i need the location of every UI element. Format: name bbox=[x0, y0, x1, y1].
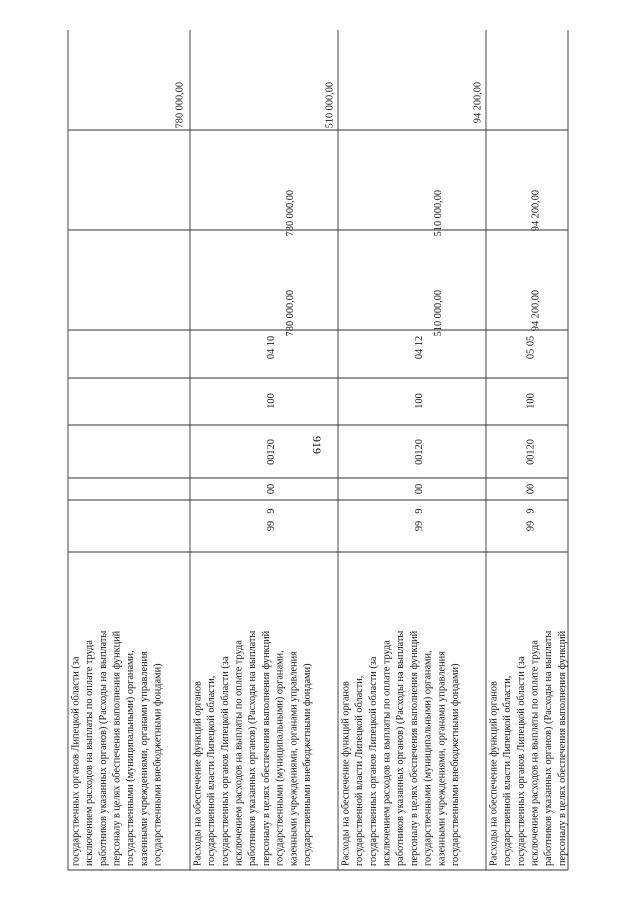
expense-name-line: исключением расходов на выплаты по оплате труда bbox=[84, 640, 96, 866]
budget-code-cell: 99 bbox=[525, 520, 537, 532]
amount-cell: 94 200,00 bbox=[472, 82, 484, 124]
budget-code-cell: 99 bbox=[265, 520, 277, 532]
amount-cell: 780 000,00 bbox=[284, 190, 296, 237]
expense-name-line: казенными учреждениями, органами управления bbox=[138, 651, 150, 866]
expense-name-line: государственными (муниципальными) органами, bbox=[274, 650, 286, 866]
expense-name-line: Расходы на обеспечение функций органов bbox=[340, 681, 352, 866]
expense-name-line: государственных органов Липецкой области (за bbox=[515, 656, 527, 866]
expense-name-line: персоналу в целях обеспечения выполнения функций bbox=[408, 630, 420, 866]
expense-name-line: государственными (муниципальными) органами, bbox=[125, 650, 137, 866]
budget-code-cell: 100 bbox=[265, 393, 277, 409]
expense-name-line: персоналу в целях обеспечения выполнения функций bbox=[556, 630, 568, 866]
expense-name-line: работников указанных органов) (Расходы на выплаты bbox=[543, 630, 555, 866]
amount-cell: 510 000,00 bbox=[324, 82, 336, 129]
expense-name-line: казенными учреждениями, органами управления bbox=[288, 651, 300, 866]
budget-code-cell: 99 bbox=[413, 520, 425, 532]
budget-code-cell: 12 bbox=[413, 335, 425, 347]
budget-code-cell: 04 bbox=[413, 348, 425, 360]
expense-name-line: работников указанных органов) (Расходы на выплаты bbox=[97, 630, 109, 866]
expense-name-line: государственных органов Липецкой области (за bbox=[70, 656, 82, 866]
expense-name-line: работников указанных органов) (Расходы на выплаты bbox=[395, 630, 407, 866]
budget-code-cell: 04 bbox=[265, 348, 277, 360]
budget-code-cell: 00120 bbox=[413, 439, 425, 465]
expense-name-line: казенными учреждениями, органами управления bbox=[436, 651, 448, 866]
budget-code-cell: 00120 bbox=[265, 439, 277, 465]
expense-name-line: исключением расходов на выплаты по оплате труда bbox=[233, 640, 245, 866]
expense-name-line: исключением расходов на выплаты по оплате труда bbox=[381, 640, 393, 866]
amount-cell: 510 000,00 bbox=[432, 190, 444, 237]
budget-code-cell: 00120 bbox=[525, 439, 537, 465]
expense-name-line: государственной власти Липецкой области, bbox=[206, 675, 218, 866]
page-number: 919 bbox=[310, 436, 324, 454]
budget-code-cell: 9 bbox=[265, 508, 277, 514]
budget-code-cell: 100 bbox=[413, 393, 425, 409]
budget-code-cell: 10 bbox=[265, 335, 277, 347]
expense-name-line: государственными внебюджетными фондами) bbox=[152, 663, 164, 866]
budget-code-cell: 00 bbox=[413, 483, 425, 495]
budget-code-cell: 100 bbox=[525, 393, 537, 409]
amount-cell: 780 000,00 bbox=[174, 82, 186, 129]
expense-name-line: исключением расходов на выплаты по оплате труда bbox=[529, 640, 541, 866]
amount-cell: 510 000,00 bbox=[432, 290, 444, 337]
expense-name-line: Расходы на обеспечение функций органов bbox=[488, 681, 500, 866]
budget-code-cell: 00 bbox=[265, 483, 277, 495]
amount-cell: 780 000,00 bbox=[284, 290, 296, 337]
amount-cell: 94 200,00 bbox=[530, 190, 542, 232]
expense-name-line: государственных органов Липецкой области (за bbox=[367, 656, 379, 866]
budget-code-cell: 9 bbox=[413, 508, 425, 514]
expense-name-line: государственными внебюджетными фондами) bbox=[449, 663, 461, 866]
budget-code-cell: 00 bbox=[525, 483, 537, 495]
expense-name-line: персоналу в целях обеспечения выполнения функций bbox=[260, 630, 272, 866]
expense-name-line: государственными внебюджетными фондами) bbox=[301, 663, 313, 866]
expense-name-line: государственной власти Липецкой области, bbox=[502, 675, 514, 866]
expense-name-line: Расходы на обеспечение функций органов bbox=[192, 681, 204, 866]
expense-name-line: государственных органов Липецкой области (за bbox=[219, 656, 231, 866]
expense-name-line: государственными (муниципальными) органами, bbox=[422, 650, 434, 866]
expense-name-line: работников указанных органов) (Расходы на выплаты bbox=[247, 630, 259, 866]
budget-code-cell: 05 bbox=[525, 348, 537, 360]
table-cells bbox=[70, 82, 568, 866]
budget-code-cell: 9 bbox=[525, 508, 537, 514]
expense-name-line: государственной власти Липецкой области, bbox=[354, 675, 366, 866]
amount-cell: 94 200,00 bbox=[530, 290, 542, 332]
budget-code-cell: 05 bbox=[525, 335, 537, 347]
expense-name-line: персоналу в целях обеспечения выполнения функций bbox=[111, 630, 123, 866]
